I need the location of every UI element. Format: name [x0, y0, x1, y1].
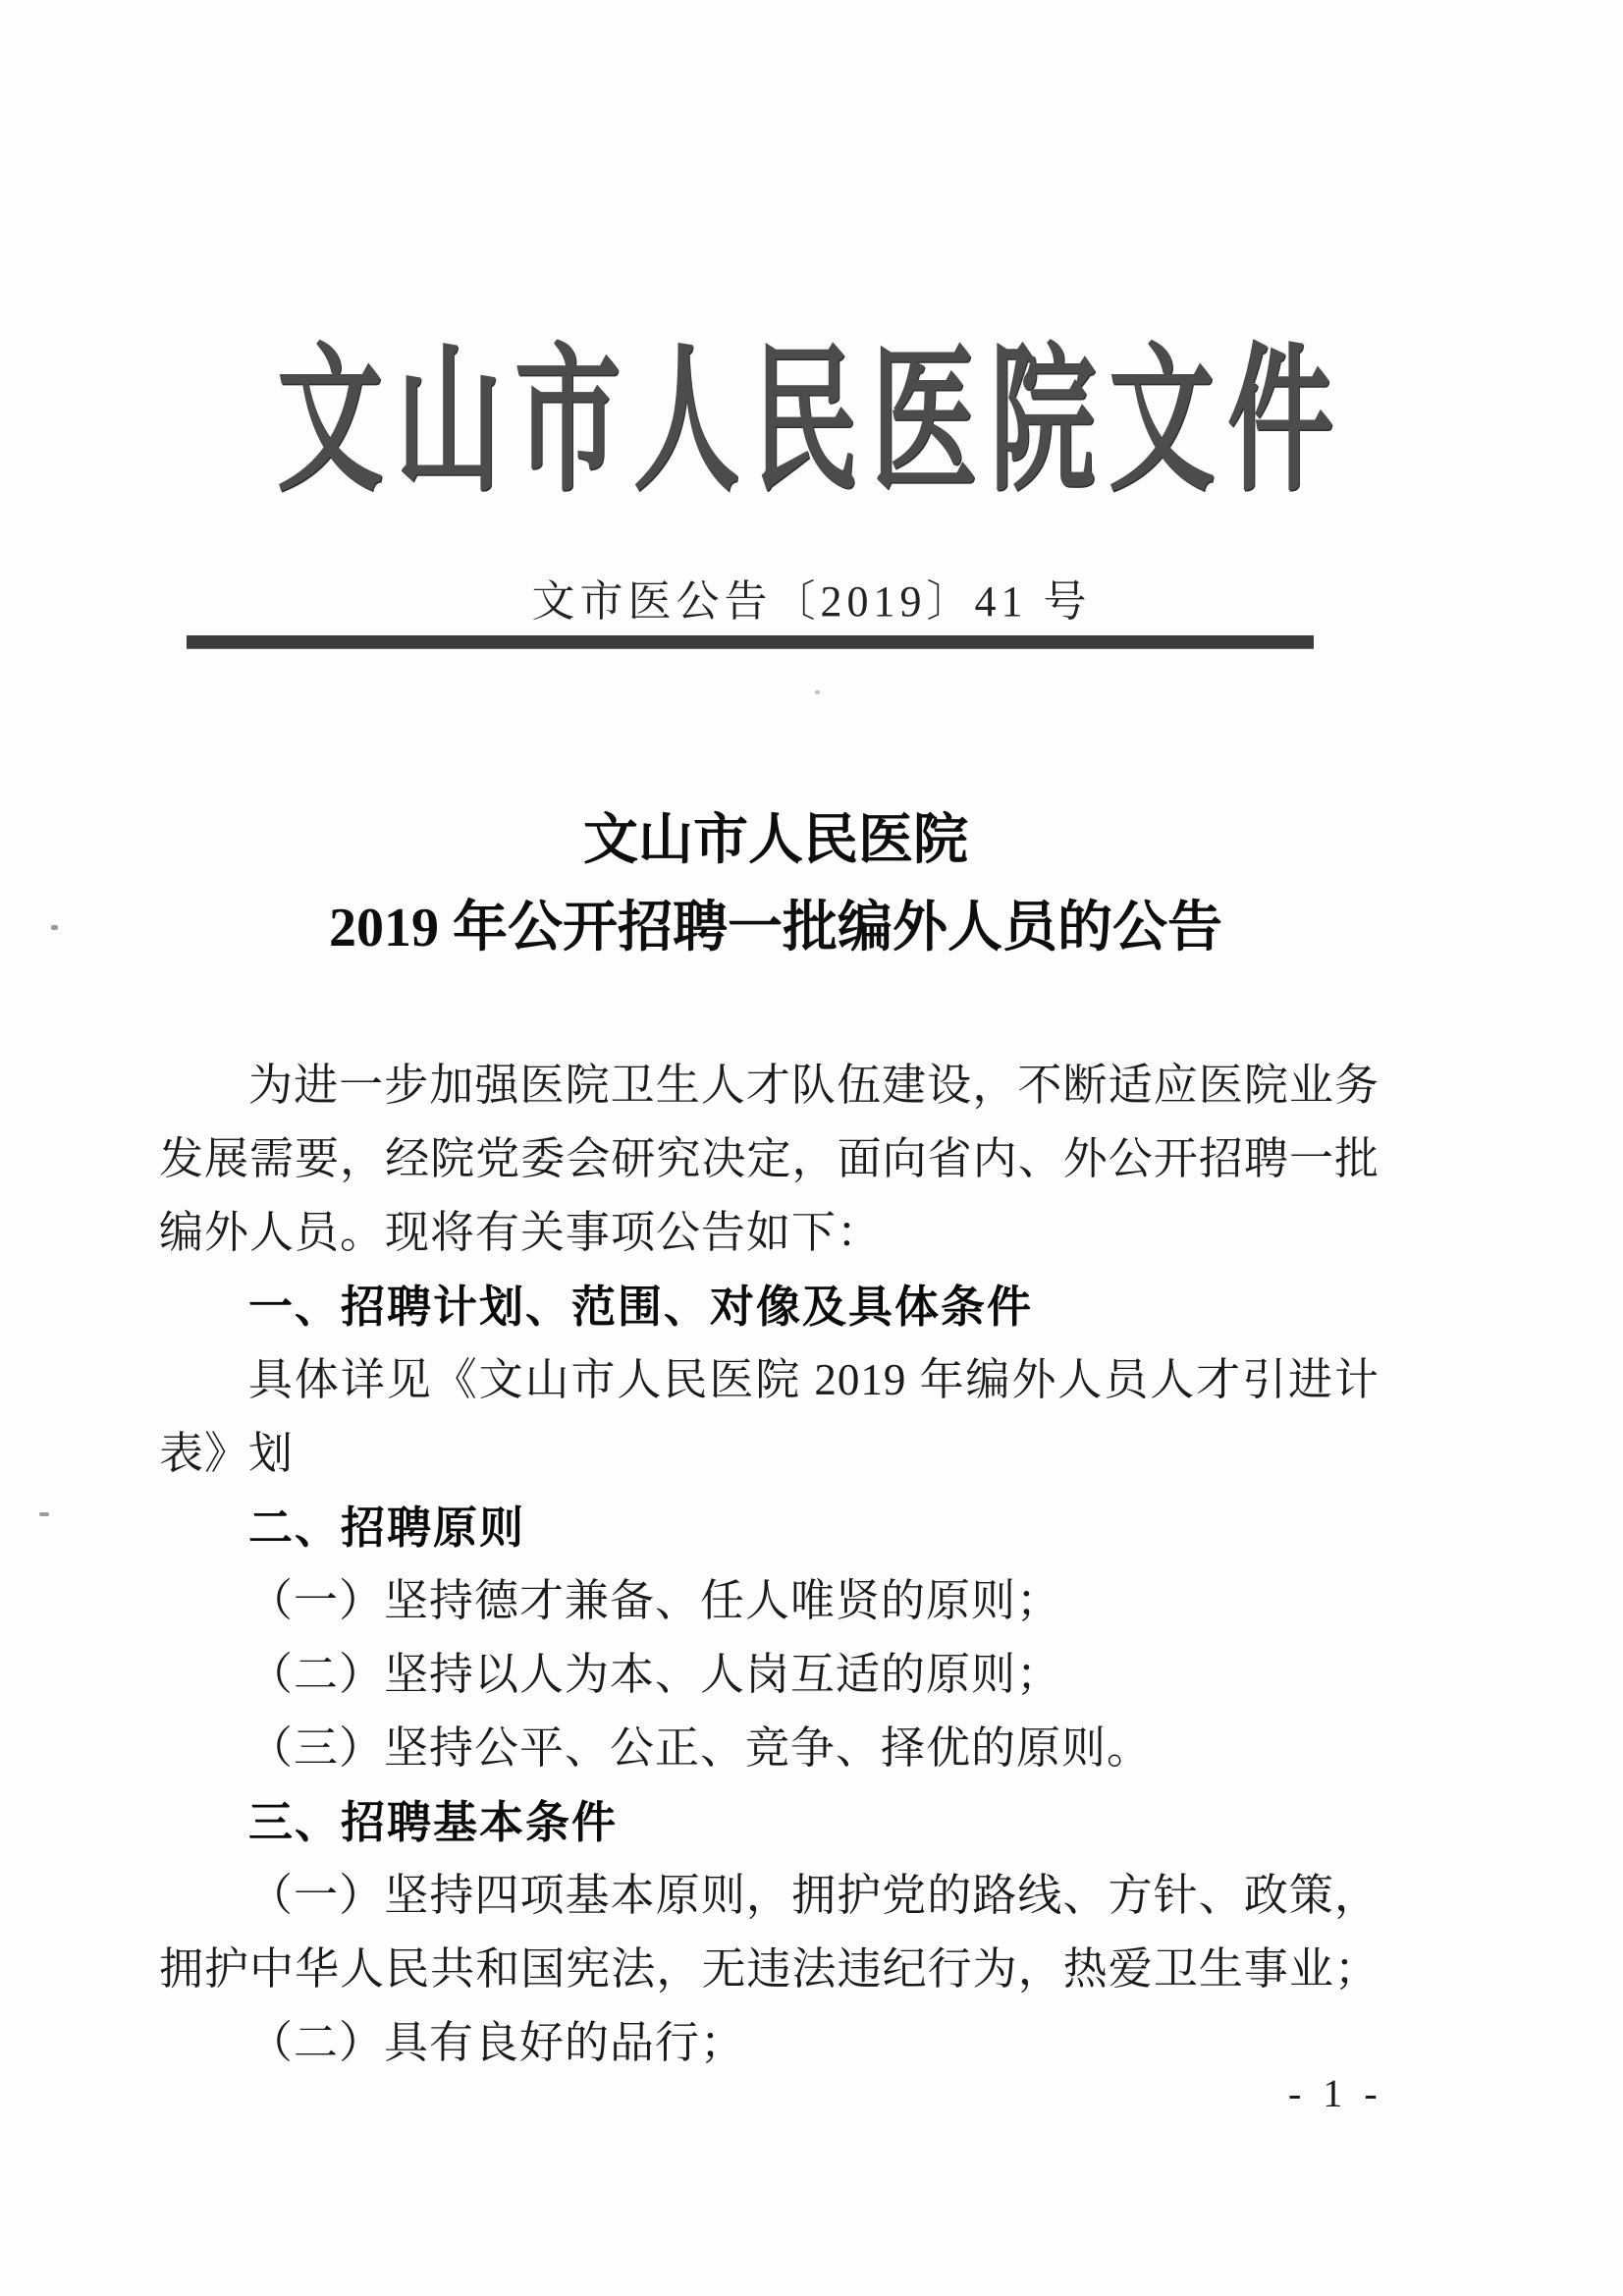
- body-line: （一）坚持德才兼备、任人唯贤的原则；: [248, 1576, 1062, 1625]
- document-title-line1: 文山市人民医院: [583, 810, 968, 871]
- page-number: - 1 -: [1288, 2071, 1383, 2115]
- letterhead-title: 文山市人民医院文件: [276, 335, 1346, 511]
- body-line: 具体详见《文山市人民医院 2019 年编外人员人才引进计划: [248, 1355, 1380, 1478]
- body-line: 为进一步加强医院卫生人才队伍建设，不断适应医院业务: [248, 1061, 1380, 1110]
- body-line: （二）具有良好的品行；: [248, 2018, 746, 2067]
- section-heading: 二、招聘原则: [248, 1503, 526, 1553]
- body-line: 发展需要，经院党委会研究决定，面向省内、外公开招聘一批: [159, 1134, 1380, 1183]
- scan-speck: [51, 925, 58, 930]
- document-title: [128, 797, 1424, 972]
- body-line: 表》: [159, 1429, 250, 1478]
- document-body: [159, 1049, 1380, 2080]
- body-line: （三）坚持公平、公正、竞争、择优的原则。: [248, 1723, 1153, 1773]
- header-rule: [187, 635, 1314, 648]
- scan-speck: [39, 1512, 49, 1516]
- document-number: 文市医公告〔2019〕41 号: [531, 577, 1092, 626]
- section-heading: 一、招聘计划、范围、对像及具体条件: [248, 1282, 1034, 1332]
- body-line: （二）坚持以人为本、人岗互适的原则；: [248, 1650, 1062, 1699]
- section-heading: 三、招聘基本条件: [248, 1797, 619, 1847]
- body-line: 编外人员。现将有关事项公告如下：: [159, 1208, 883, 1257]
- document-title-line2: 2019 年公开招聘一批编外人员的公告: [329, 898, 1222, 958]
- body-line: 拥护中华人民共和国宪法，无违法违纪行为，热爱卫生事业；: [159, 1944, 1380, 1994]
- scan-speck: [815, 690, 820, 694]
- body-line: （一）坚持四项基本原则，拥护党的路线、方针、政策，: [248, 1871, 1380, 1920]
